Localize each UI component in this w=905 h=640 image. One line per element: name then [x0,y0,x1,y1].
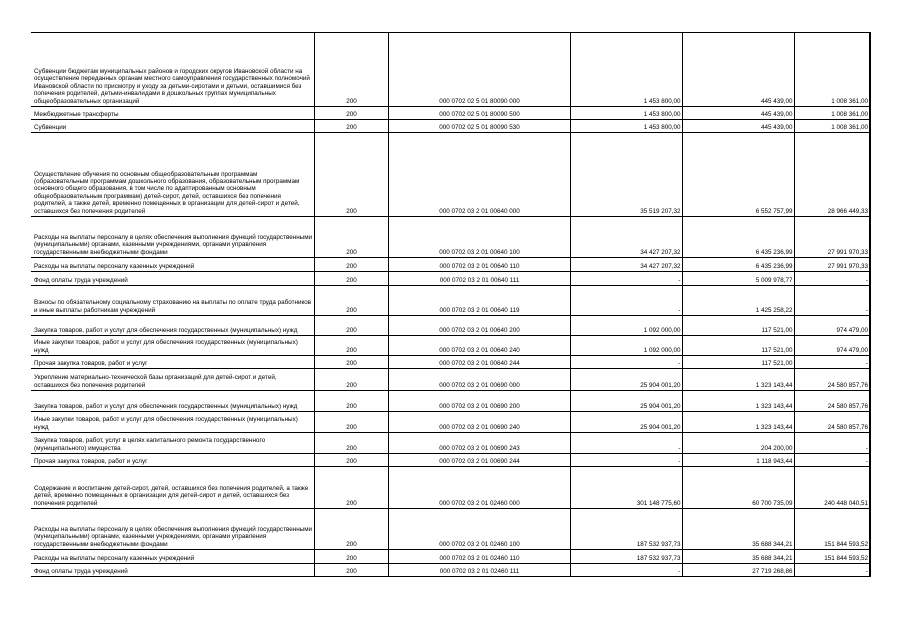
row-unexecuted-amount: 1 008 361,00 [794,107,870,120]
row-approved-amount: 301 148 775,60 [570,467,682,509]
row-approved-amount: 1 453 800,00 [570,120,682,133]
row-name: Расходы на выплаты персоналу в целях обеспечения выполнения функций государственными (муниципальными) органами, казенными учреждениями, органами управления государственными внебюджетными фондами [31,217,314,258]
row-line-code: 200 [314,509,388,550]
row-approved-amount: - [570,564,682,577]
row-executed-amount: 1 425 258,22 [682,286,794,316]
row-executed-amount: 1 323 143,44 [682,369,794,391]
row-line-code: 200 [314,107,388,120]
row-budget-classification-code: 000 0702 03 2 01 00640 119 [388,286,570,316]
table-row [31,217,870,258]
row-name: Фонд оплаты труда учреждений [31,564,314,577]
row-budget-classification-code: 000 0702 03 2 01 00640 240 [388,336,570,356]
row-unexecuted-amount: 24 580 857,76 [794,412,870,433]
row-budget-classification-code: 000 0702 03 2 01 00690 200 [388,391,570,412]
row-approved-amount: 1 092 000,00 [570,316,682,336]
row-executed-amount: 445 439,00 [682,107,794,120]
row-budget-classification-code: 000 0702 03 2 01 00690 240 [388,412,570,433]
table-row [31,356,870,369]
row-unexecuted-amount: - [794,356,870,369]
row-executed-amount: 204 200,00 [682,433,794,454]
table-row [31,454,870,467]
row-approved-amount: 35 519 207,32 [570,133,682,217]
row-approved-amount: 34 427 207,32 [570,217,682,258]
row-executed-amount: 1 323 143,44 [682,391,794,412]
row-budget-classification-code: 000 0702 03 2 01 00640 100 [388,217,570,258]
row-unexecuted-amount: 240 448 040,51 [794,467,870,509]
row-unexecuted-amount: 151 844 593,52 [794,509,870,550]
row-line-code: 200 [314,316,388,336]
row-executed-amount: 6 435 236,99 [682,258,794,272]
row-name: Иные закупки товаров, работ и услуг для обеспечения государственных (муниципальных) нужд [31,412,314,433]
row-executed-amount: 35 688 344,21 [682,509,794,550]
row-unexecuted-amount: 151 844 593,52 [794,550,870,564]
row-budget-classification-code: 000 0702 03 2 01 00640 200 [388,316,570,336]
row-approved-amount: 25 904 001,20 [570,412,682,433]
row-line-code: 200 [314,336,388,356]
table-row [31,258,870,272]
row-name: Закупка товаров, работ и услуг для обеспечения государственных (муниципальных) нужд [31,391,314,412]
row-line-code: 200 [314,433,388,454]
row-unexecuted-amount: 974 479,00 [794,316,870,336]
row-unexecuted-amount: 27 991 970,33 [794,217,870,258]
row-executed-amount: 35 688 344,21 [682,550,794,564]
row-unexecuted-amount: 24 580 857,76 [794,369,870,391]
row-name: Фонд оплаты труда учреждений [31,272,314,286]
row-approved-amount: 25 904 001,20 [570,369,682,391]
table-row [31,120,870,133]
row-line-code: 200 [314,454,388,467]
row-budget-classification-code: 000 0702 03 2 01 02460 100 [388,509,570,550]
table-row [31,509,870,550]
row-budget-classification-code: 000 0702 03 2 01 02460 110 [388,550,570,564]
row-line-code: 200 [314,412,388,433]
row-executed-amount: 445 439,00 [682,120,794,133]
row-name: Иные закупки товаров, работ и услуг для обеспечения государственных (муниципальных) нужд [31,336,314,356]
row-approved-amount: 187 532 937,73 [570,509,682,550]
table-row [31,412,870,433]
table-row [31,336,870,356]
row-budget-classification-code: 000 0702 03 2 01 00640 000 [388,133,570,217]
table-row [31,316,870,336]
budget-report-sheet [31,32,870,577]
row-approved-amount: 1 453 800,00 [570,107,682,120]
row-name: Закупка товаров, работ и услуг для обеспечения государственных (муниципальных) нужд [31,316,314,336]
row-unexecuted-amount: 24 580 857,76 [794,391,870,412]
table-row [31,564,870,577]
row-approved-amount: - [570,286,682,316]
row-approved-amount: 1 092 000,00 [570,336,682,356]
table-row [31,33,870,107]
row-approved-amount: - [570,433,682,454]
row-name: Субвенции бюджетам муниципальных районов и городских округов Ивановской области на осуществление переданных органам местного самоуправления государственных полномочий Ивановской области по присмотру и уходу за детьми-сиротами и детьми, оставшимися без попечения родителей, детьми-инвалидами в дошкольных группах муниципальных общеобразовательных организаций [31,33,314,107]
row-unexecuted-amount: - [794,454,870,467]
table-row [31,107,870,120]
row-approved-amount: 25 904 001,20 [570,391,682,412]
row-line-code: 200 [314,391,388,412]
row-budget-classification-code: 000 0702 02 5 01 80090 500 [388,107,570,120]
row-budget-classification-code: 000 0702 03 2 01 00690 243 [388,433,570,454]
table-row [31,433,870,454]
table-row [31,550,870,564]
row-unexecuted-amount: 27 991 970,33 [794,258,870,272]
row-budget-classification-code: 000 0702 03 2 01 00690 244 [388,454,570,467]
row-approved-amount: - [570,272,682,286]
row-approved-amount: - [570,454,682,467]
row-name: Прочая закупка товаров, работ и услуг [31,356,314,369]
row-budget-classification-code: 000 0702 03 2 01 00690 000 [388,369,570,391]
row-unexecuted-amount: - [794,433,870,454]
row-name: Взносы по обязательному социальному страхованию на выплаты по оплате труда работников и иные выплаты работникам учреждений [31,286,314,316]
row-line-code: 200 [314,33,388,107]
row-name: Закупка товаров, работ, услуг в целях капитального ремонта государственного (муниципального) имущества [31,433,314,454]
row-executed-amount: 117 521,00 [682,336,794,356]
row-line-code: 200 [314,356,388,369]
row-approved-amount: - [570,356,682,369]
row-unexecuted-amount: 1 008 361,00 [794,33,870,107]
row-unexecuted-amount: - [794,286,870,316]
row-budget-classification-code: 000 0702 03 2 01 02460 000 [388,467,570,509]
row-executed-amount: 27 719 268,86 [682,564,794,577]
row-executed-amount: 117 521,00 [682,356,794,369]
row-name: Укрепление материально-технической базы организаций для детей-сирот и детей, оставшихся без попечения родителей [31,369,314,391]
row-line-code: 200 [314,120,388,133]
row-name: Межбюджетные трансферты [31,107,314,120]
row-line-code: 200 [314,286,388,316]
row-budget-classification-code: 000 0702 03 2 01 00640 111 [388,272,570,286]
row-executed-amount: 60 700 735,09 [682,467,794,509]
table-row [31,467,870,509]
row-approved-amount: 1 453 800,00 [570,33,682,107]
row-name: Расходы на выплаты персоналу в целях обеспечения выполнения функций государственными (муниципальными) органами, казенными учреждениями, органами управления государственными внебюджетными фондами [31,509,314,550]
row-name: Содержание и воспитание детей-сирот, детей, оставшихся без попечения родителей, а также детей, временно помещенных в организации для детей-сирот и детей, оставшихся без попечения родителей [31,467,314,509]
row-name: Осуществление обучения по основным общеобразовательным программам (образовательным программам дошкольного образования, образовательным программам основного общего образования, в том числе по адаптированным основным общеобразовательным программам) детей-сирот, детей, оставшихся без попечения родителей, а также детей, временно помещенных в организации для детей-сирот и детей, оставшихся без попечения родителей [31,133,314,217]
row-executed-amount: 1 323 143,44 [682,412,794,433]
row-unexecuted-amount: - [794,272,870,286]
row-unexecuted-amount: 1 008 361,00 [794,120,870,133]
table-row [31,133,870,217]
row-name: Расходы на выплаты персоналу казенных учреждений [31,550,314,564]
row-line-code: 200 [314,564,388,577]
table-row [31,369,870,391]
row-unexecuted-amount: 974 479,00 [794,336,870,356]
row-approved-amount: 187 532 937,73 [570,550,682,564]
row-budget-classification-code: 000 0702 02 5 01 80090 530 [388,120,570,133]
row-budget-classification-code: 000 0702 03 2 01 00640 110 [388,258,570,272]
budget-execution-table [31,32,871,577]
table-row [31,272,870,286]
row-unexecuted-amount: 28 966 449,33 [794,133,870,217]
row-unexecuted-amount: - [794,564,870,577]
row-budget-classification-code: 000 0702 03 2 01 02460 111 [388,564,570,577]
row-line-code: 200 [314,217,388,258]
table-row [31,286,870,316]
row-executed-amount: 6 552 757,99 [682,133,794,217]
row-budget-classification-code: 000 0702 02 5 01 80090 000 [388,33,570,107]
row-executed-amount: 445 439,00 [682,33,794,107]
row-executed-amount: 5 009 978,77 [682,272,794,286]
row-name: Субвенции [31,120,314,133]
row-executed-amount: 6 435 236,99 [682,217,794,258]
row-approved-amount: 34 427 207,32 [570,258,682,272]
table-row [31,391,870,412]
row-executed-amount: 1 118 943,44 [682,454,794,467]
row-line-code: 200 [314,133,388,217]
row-line-code: 200 [314,550,388,564]
row-name: Прочая закупка товаров, работ и услуг [31,454,314,467]
row-executed-amount: 117 521,00 [682,316,794,336]
row-budget-classification-code: 000 0702 03 2 01 00640 244 [388,356,570,369]
row-line-code: 200 [314,272,388,286]
row-line-code: 200 [314,467,388,509]
row-line-code: 200 [314,369,388,391]
row-name: Расходы на выплаты персоналу казенных учреждений [31,258,314,272]
row-line-code: 200 [314,258,388,272]
